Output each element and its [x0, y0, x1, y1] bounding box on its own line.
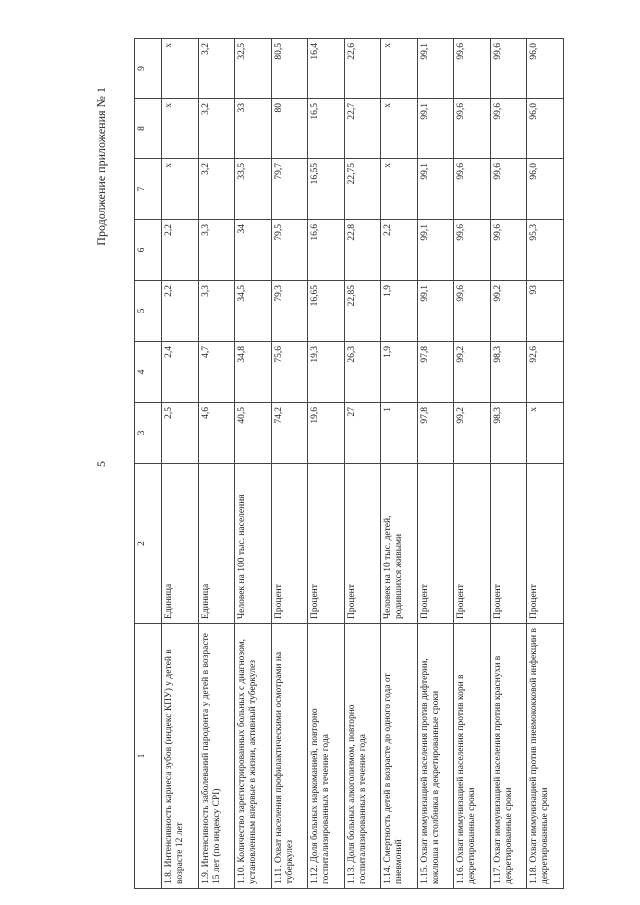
table-row	[454, 39, 491, 889]
value-cell: x	[381, 159, 418, 220]
indicator-name: 1.13. Доля больных алкоголизмом, повторно госпитализированных в течение года	[344, 624, 381, 889]
value-cell: 96,0	[527, 99, 564, 159]
unit-cell: Человек на 100 тыс. населения	[235, 464, 272, 624]
value-cell: 99,1	[417, 281, 454, 342]
indicator-name: 1.12. Доля больных наркоманией, повторно госпитализированных в течение года	[308, 624, 345, 889]
value-cell: 80,5	[271, 39, 308, 99]
value-cell: 3,2	[198, 39, 235, 99]
value-cell: 34	[235, 220, 272, 281]
value-cell: 3,3	[198, 281, 235, 342]
column-header: 9	[135, 39, 162, 99]
value-cell: 95,3	[527, 220, 564, 281]
value-cell: x	[162, 99, 199, 159]
indicator-name: 1.18. Охват иммунизацией против пневмококковой инфекции в декретированные сроки	[527, 624, 564, 889]
value-cell: 19,6	[308, 403, 345, 464]
indicator-name: 1.8. Интенсивность кариеса зубов (индекс КПУ) у детей в возрасте 12 лет	[162, 624, 199, 889]
column-header: 1	[135, 624, 162, 889]
value-cell: 16,65	[308, 281, 345, 342]
unit-cell: Процент	[527, 464, 564, 624]
value-cell: 16,4	[308, 39, 345, 99]
indicators-table	[134, 38, 564, 889]
column-header: 7	[135, 159, 162, 220]
value-cell: 99,2	[454, 403, 491, 464]
unit-cell: Человек на 10 тыс. детей, родившихся живыми	[381, 464, 418, 624]
column-header: 8	[135, 99, 162, 159]
value-cell: 99,6	[454, 99, 491, 159]
value-cell: 99,6	[454, 159, 491, 220]
value-cell: 98,3	[490, 403, 527, 464]
value-cell: 99,6	[454, 39, 491, 99]
value-cell: 22,6	[344, 39, 381, 99]
value-cell: 2,2	[162, 281, 199, 342]
value-cell: 26,3	[344, 342, 381, 403]
value-cell: 22,75	[344, 159, 381, 220]
page-number: 5	[94, 461, 108, 467]
value-cell: 99,1	[417, 159, 454, 220]
value-cell: 99,2	[454, 342, 491, 403]
value-cell: 27	[344, 403, 381, 464]
table-row	[162, 39, 199, 889]
column-header: 2	[135, 464, 162, 624]
value-cell: 33,5	[235, 159, 272, 220]
value-cell: 1,9	[381, 281, 418, 342]
value-cell: 79,3	[271, 281, 308, 342]
value-cell: 22,8	[344, 220, 381, 281]
value-cell: 99,6	[490, 220, 527, 281]
value-cell: 99,6	[490, 99, 527, 159]
value-cell: x	[162, 159, 199, 220]
table-row	[235, 39, 272, 889]
value-cell: 1,9	[381, 342, 418, 403]
value-cell: x	[527, 403, 564, 464]
table-row	[344, 39, 381, 889]
column-header: 4	[135, 342, 162, 403]
value-cell: 99,2	[490, 281, 527, 342]
column-header: 6	[135, 220, 162, 281]
table-body	[162, 39, 564, 889]
document-title: Продолжение приложения № 1	[94, 87, 108, 246]
value-cell: 99,1	[417, 99, 454, 159]
table-row	[417, 39, 454, 889]
value-cell: 4,6	[198, 403, 235, 464]
value-cell: 16,55	[308, 159, 345, 220]
value-cell: 1	[381, 403, 418, 464]
value-cell: 99,6	[454, 281, 491, 342]
value-cell: 33	[235, 99, 272, 159]
indicator-name: 1.10. Количество зарегистрированных больных с диагнозом, установленным впервые в жизни, активный туберкулез	[235, 624, 272, 889]
value-cell: 40,5	[235, 403, 272, 464]
indicator-name: 1.9. Интенсивность заболеваний пародонта у детей в возрасте 15 лет (по индексу СРI)	[198, 624, 235, 889]
table-row	[198, 39, 235, 889]
unit-cell: Процент	[417, 464, 454, 624]
value-cell: 3,3	[198, 220, 235, 281]
indicator-name: 1.16. Охват иммунизацией населения против кори в декретированные сроки	[454, 624, 491, 889]
value-cell: 79,5	[271, 220, 308, 281]
unit-cell: Процент	[454, 464, 491, 624]
value-cell: 16,5	[308, 99, 345, 159]
value-cell: x	[162, 39, 199, 99]
value-cell: 32,5	[235, 39, 272, 99]
value-cell: x	[381, 99, 418, 159]
value-cell: 74,2	[271, 403, 308, 464]
value-cell: 3,2	[198, 99, 235, 159]
value-cell: 4,7	[198, 342, 235, 403]
table-row	[308, 39, 345, 889]
unit-cell: Процент	[344, 464, 381, 624]
value-cell: 99,6	[490, 159, 527, 220]
unit-cell: Единица	[162, 464, 199, 624]
value-cell: 2,4	[162, 342, 199, 403]
unit-cell: Единица	[198, 464, 235, 624]
value-cell: 22,7	[344, 99, 381, 159]
indicator-name: 1.11. Охват населения профилактическими осмотрами на туберкулез	[271, 624, 308, 889]
table-row	[381, 39, 418, 889]
value-cell: 96,0	[527, 39, 564, 99]
value-cell: 99,6	[490, 39, 527, 99]
unit-cell: Процент	[308, 464, 345, 624]
value-cell: 19,3	[308, 342, 345, 403]
value-cell: 99,1	[417, 220, 454, 281]
value-cell: 93	[527, 281, 564, 342]
value-cell: 75,6	[271, 342, 308, 403]
value-cell: 97,8	[417, 342, 454, 403]
value-cell: 3,2	[198, 159, 235, 220]
column-header: 5	[135, 281, 162, 342]
value-cell: 97,8	[417, 403, 454, 464]
value-cell: 2,5	[162, 403, 199, 464]
indicator-name: 1.15. Охват иммунизацией населения против дифтерии, коклюша и столбняка в декретированные сроки	[417, 624, 454, 889]
value-cell: 16,6	[308, 220, 345, 281]
value-cell: 98,3	[490, 342, 527, 403]
column-header: 3	[135, 403, 162, 464]
table-row	[271, 39, 308, 889]
indicator-name: 1.14. Смертность детей в возрасте до одного года от пневмоний	[381, 624, 418, 889]
value-cell: 34,8	[235, 342, 272, 403]
rotated-page	[94, 39, 564, 889]
value-cell: 99,1	[417, 39, 454, 99]
value-cell: 79,7	[271, 159, 308, 220]
value-cell: 2,2	[381, 220, 418, 281]
unit-cell: Процент	[271, 464, 308, 624]
value-cell: 92,6	[527, 342, 564, 403]
value-cell: 99,6	[454, 220, 491, 281]
table-header-row	[135, 39, 162, 889]
unit-cell: Процент	[490, 464, 527, 624]
table-row	[527, 39, 564, 889]
table-row	[490, 39, 527, 889]
value-cell: 22,85	[344, 281, 381, 342]
value-cell: 2,2	[162, 220, 199, 281]
value-cell: x	[381, 39, 418, 99]
value-cell: 96,0	[527, 159, 564, 220]
indicator-name: 1.17. Охват иммунизацией населения против краснухи в декретированные сроки	[490, 624, 527, 889]
value-cell: 34,5	[235, 281, 272, 342]
value-cell: 80	[271, 99, 308, 159]
